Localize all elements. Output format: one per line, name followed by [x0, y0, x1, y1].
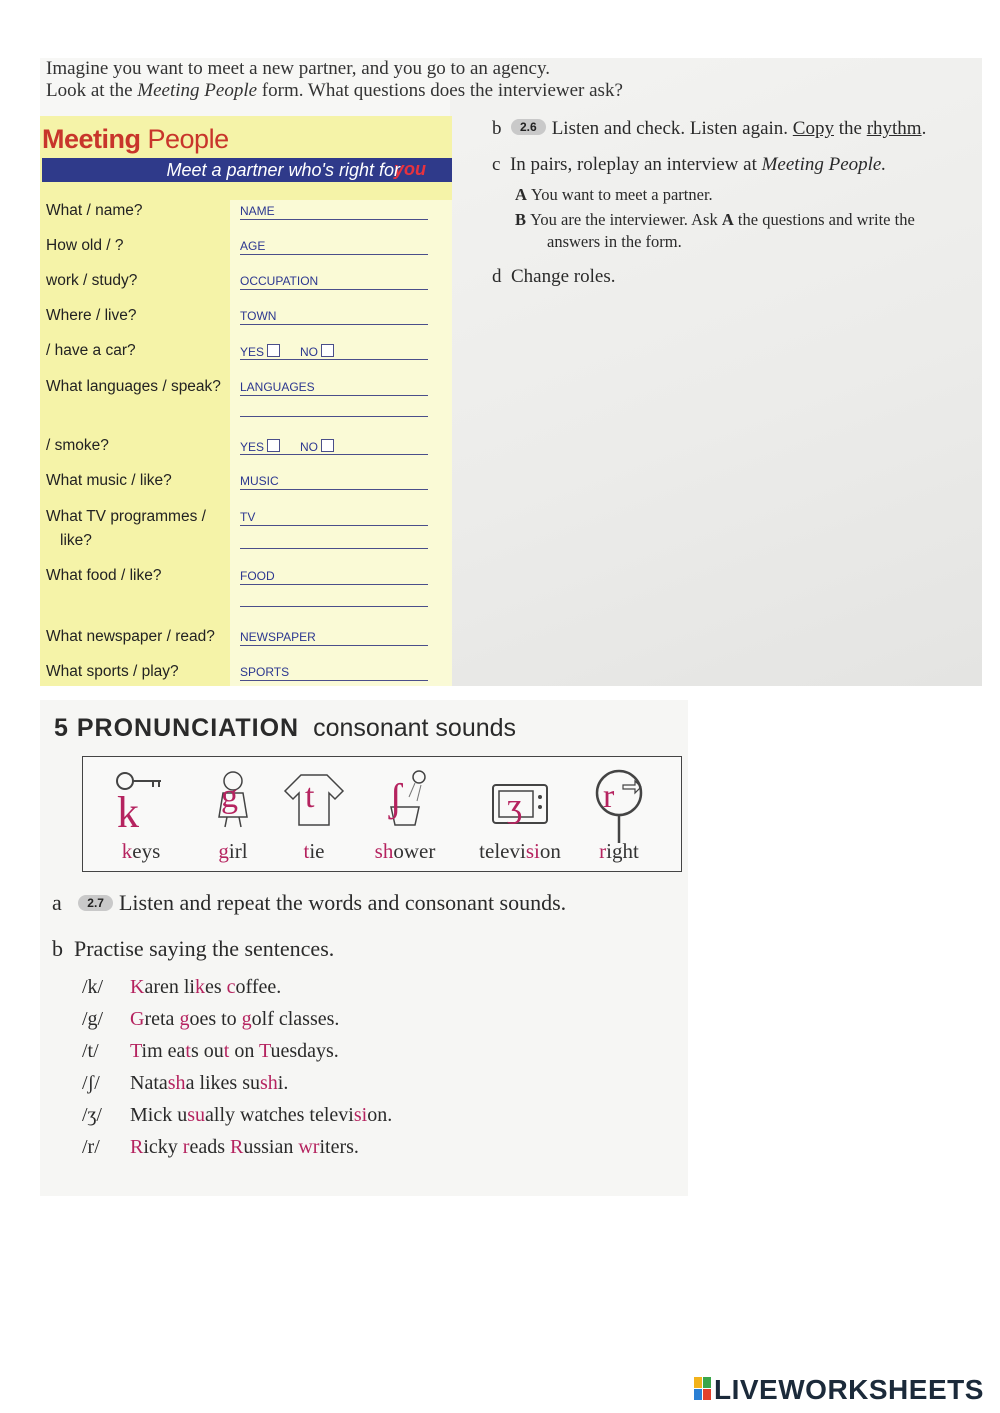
sentence-zh: [82, 1104, 392, 1127]
highlighted-sound: k: [194, 976, 205, 998]
word-tie: tie: [303, 839, 325, 863]
svg-text:ʃ: ʃ: [389, 775, 403, 820]
intro-line-2: Look at the Meeting People form. What questions does the interviewer ask?: [46, 80, 623, 101]
question-name: What / name?: [46, 202, 143, 219]
question-sports: What sports / play?: [46, 663, 179, 680]
task-a-pronunciation: a 2.7 Listen and repeat the words and consonant sounds.: [52, 890, 567, 915]
sentence-text: eads: [189, 1136, 230, 1158]
answer-car-field: YES NO: [240, 340, 428, 360]
phoneme-label: /ʃ/: [82, 1072, 100, 1094]
background-shade: [450, 58, 982, 686]
highlighted-sound: r: [182, 1136, 190, 1158]
meeting-people-form: [40, 116, 452, 686]
task-c-a: A You want to meet a partner.: [515, 185, 713, 204]
answer-tv-extra-line: [240, 548, 428, 549]
answer-occupation-field[interactable]: OCCUPATION: [240, 270, 428, 290]
question-tv-line-2: like?: [60, 532, 92, 549]
highlighted-sound: K: [130, 976, 145, 998]
question-languages: What languages / speak?: [46, 378, 221, 395]
highlighted-sound: T: [130, 1040, 142, 1062]
word-right: right: [599, 839, 639, 863]
question-occupation: work / study?: [46, 272, 138, 289]
keys-icon: [111, 767, 171, 829]
audio-track-2-7[interactable]: 2.7: [78, 895, 113, 911]
highlighted-sound: t: [185, 1040, 191, 1062]
smoke-no-checkbox[interactable]: [321, 439, 334, 452]
highlighted-sound: c: [226, 976, 236, 998]
task-c-b-line-2: answers in the form.: [547, 232, 682, 251]
answer-tv-field[interactable]: TV: [240, 506, 428, 526]
answer-name-field[interactable]: NAME: [240, 200, 428, 220]
word-television: television: [479, 839, 561, 863]
sound-k: [111, 767, 171, 863]
answer-food-extra-line: [240, 606, 428, 607]
intro-line-1: Imagine you want to meet a new partner, and you go to an agency.: [46, 58, 550, 79]
sentence-text: ally watches televi: [205, 1104, 354, 1126]
answer-food-field[interactable]: FOOD: [240, 565, 428, 585]
sound-sh: [374, 767, 436, 863]
question-newspaper: What newspaper / read?: [46, 628, 215, 645]
question-car: / have a car?: [46, 342, 136, 359]
answer-newspaper-field[interactable]: NEWSPAPER: [240, 626, 428, 646]
smoke-yes-checkbox[interactable]: [267, 439, 280, 452]
phoneme-label: /r/: [82, 1136, 100, 1158]
sentence-text: im ea: [141, 1040, 186, 1062]
task-c: c In pairs, roleplay an interview at Meeting People.: [492, 154, 887, 175]
pronunciation-section: [40, 700, 688, 1196]
phoneme-label: /ʒ/: [82, 1104, 102, 1126]
sentence-text: es: [204, 976, 227, 998]
answer-age-field[interactable]: AGE: [240, 235, 428, 255]
question-food: What food / like?: [46, 567, 162, 584]
highlighted-sound: si: [353, 1104, 368, 1126]
sentence-text: icky: [143, 1136, 183, 1158]
sentence-text: uesdays.: [270, 1040, 339, 1062]
sentence-text: on: [229, 1040, 259, 1062]
pronunciation-heading: 5 PRONUNCIATION consonant sounds: [54, 714, 517, 742]
highlighted-sound: G: [130, 1008, 145, 1030]
svg-text:t: t: [305, 778, 315, 815]
sentence-text: s ou: [190, 1040, 224, 1062]
television-icon: [487, 767, 553, 829]
sound-r: [589, 767, 649, 863]
meeting-people-section: [40, 58, 982, 686]
sentence-text: reta: [144, 1008, 180, 1030]
girl-icon: [203, 767, 263, 829]
audio-track-2-6[interactable]: 2.6: [511, 119, 546, 135]
svg-text:r: r: [603, 778, 615, 815]
task-b: b 2.6 Listen and check. Listen again. Copy the rhythm.: [492, 118, 927, 139]
svg-text:g: g: [221, 778, 238, 815]
sentence-text: i.: [277, 1072, 289, 1094]
sentence-text: Mick u: [130, 1104, 188, 1126]
sentence-text: offee.: [235, 976, 282, 998]
highlighted-sound: T: [258, 1040, 271, 1062]
sentence-text: a likes su: [185, 1072, 260, 1094]
sound-zh: [479, 767, 561, 863]
svg-text:ʒ: ʒ: [507, 788, 523, 825]
question-age: How old / ?: [46, 237, 124, 254]
highlighted-sound: t: [223, 1040, 230, 1062]
sentence-text: ussian: [243, 1136, 299, 1158]
highlighted-sound: R: [230, 1136, 244, 1158]
sentence-text: oes to: [189, 1008, 242, 1030]
highlighted-sound: wr: [298, 1136, 320, 1158]
answer-languages-extra-line: [240, 416, 428, 417]
sound-pictures-box: [82, 756, 682, 872]
question-town: Where / live?: [46, 307, 137, 324]
right-sign-icon: [589, 767, 649, 845]
form-banner: Meet a partner who's right for you: [42, 158, 452, 182]
question-music: What music / like?: [46, 472, 172, 489]
highlighted-sound: su: [187, 1104, 206, 1126]
sound-t: [279, 767, 349, 863]
question-smoke: / smoke?: [46, 437, 109, 454]
task-b-pronunciation: b Practise saying the sentences.: [52, 936, 335, 961]
task-d: d Change roles.: [492, 266, 616, 287]
word-keys: keys: [121, 839, 161, 863]
question-tv: What TV programmes /: [46, 508, 206, 525]
phoneme-label: /g/: [82, 1008, 104, 1030]
highlighted-sound: R: [130, 1136, 144, 1158]
sentence-text: on.: [367, 1104, 393, 1126]
word-shower: shower: [374, 839, 436, 863]
shirt-icon: [279, 767, 349, 829]
shower-icon: [375, 767, 435, 829]
sentence-text: olf classes.: [251, 1008, 340, 1030]
highlighted-sound: g: [179, 1008, 190, 1030]
car-no-checkbox[interactable]: [321, 344, 334, 357]
sentence-t: [82, 1040, 339, 1063]
car-yes-checkbox[interactable]: [267, 344, 280, 357]
sentence-g: [82, 1008, 339, 1031]
sentence-sh: [82, 1072, 288, 1095]
task-c-b: B You are the interviewer. Ask A the questions and write the: [515, 210, 915, 229]
highlighted-sound: g: [241, 1008, 252, 1030]
phoneme-label: /k/: [82, 976, 104, 998]
word-girl: girl: [218, 839, 248, 863]
liveworksheets-logo-icon: [694, 1377, 712, 1401]
sound-g: [203, 767, 263, 863]
sentence-text: Nata: [130, 1072, 168, 1094]
answer-town-field[interactable]: TOWN: [240, 305, 428, 325]
sentence-text: iters.: [319, 1136, 359, 1158]
answer-music-field[interactable]: MUSIC: [240, 470, 428, 490]
sentence-text: aren li: [144, 976, 195, 998]
svg-text:k: k: [117, 788, 139, 829]
form-title: Meeting People: [42, 124, 229, 154]
liveworksheets-logo: LIVEWORKSHEETS: [694, 1374, 984, 1406]
sentence-r: [82, 1136, 359, 1159]
highlighted-sound: sh: [260, 1072, 278, 1094]
answer-languages-field[interactable]: LANGUAGES: [240, 376, 428, 396]
answer-sports-field[interactable]: SPORTS: [240, 661, 428, 681]
phoneme-label: /t/: [82, 1040, 99, 1062]
sentence-k: [82, 976, 281, 999]
answer-smoke-field: YES NO: [240, 435, 428, 455]
highlighted-sound: sh: [167, 1072, 186, 1094]
